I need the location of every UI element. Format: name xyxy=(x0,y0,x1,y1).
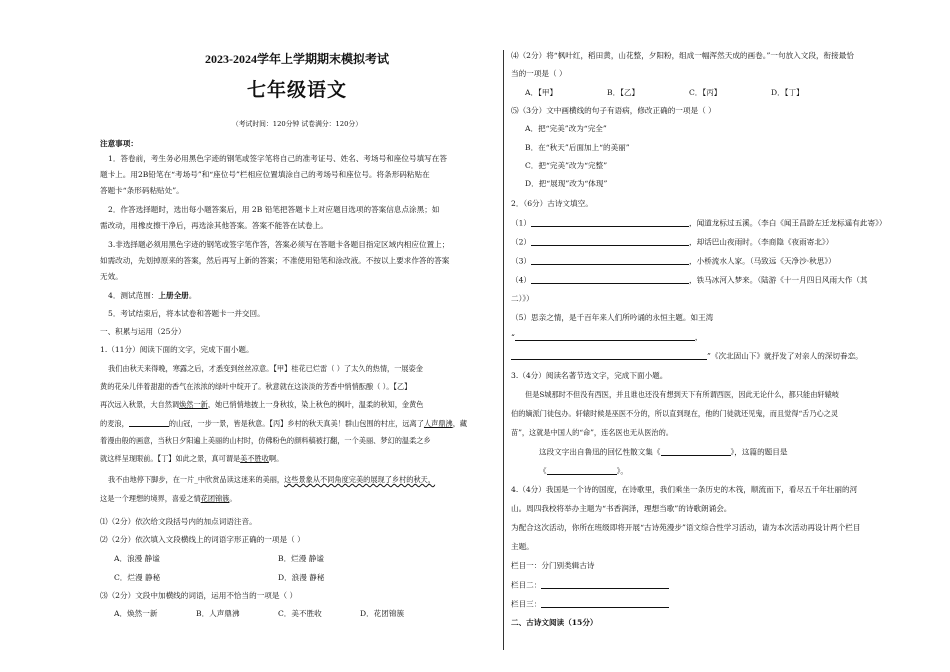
exam-title: 2023-2024学年上学期期末模拟考试 xyxy=(205,52,389,66)
q4-para-1: 4.（4分）我国是一个诗的国度，在诗歌里，我们乘坐一条历史的木筏，顺流而下，看尽五千年壮丽的河 xyxy=(511,485,858,494)
passage-7a: 我不由地停下脚步，在一片_中欣赏品读这迷来的美丽， xyxy=(108,475,285,484)
passage-underlined-2: 人声鼎沸 xyxy=(423,418,453,428)
poem-fill-2 xyxy=(511,238,905,246)
q4-para-4: 主题。 xyxy=(511,542,534,551)
poem-blank-3[interactable] xyxy=(531,257,689,265)
poem-fill-3-text: ，小桥流水人家。（马致远《天净沙·秋思》） xyxy=(689,256,836,266)
column-two xyxy=(511,581,905,589)
excerpt-line-1: 但是S城那时不但没有西医，并且谁也还没有想到天下有所谓西医，因此无论什么，都只能由轩辕岐 xyxy=(525,390,839,399)
column-divider xyxy=(503,50,504,650)
q5-option-c[interactable]: C．把“完美”改为“完整” xyxy=(525,161,608,170)
poem-fill-1-num: （1） xyxy=(511,218,532,228)
poem-fill-2-num: （2） xyxy=(511,237,532,247)
q4-option-c[interactable]: C．【丙】 xyxy=(689,88,722,97)
q4-option-a[interactable]: A．【甲】 xyxy=(525,88,558,97)
passage-line-7 xyxy=(100,476,502,483)
q4-para-2: 山。周四我校将举办主题为“书香润泽，理想当歌”的诗歌朗诵会。 xyxy=(511,504,732,513)
q5-option-d[interactable]: D．把“展现”改为“体现” xyxy=(525,179,608,188)
poem-fill-5-blank1 xyxy=(511,333,905,341)
q4-option-b[interactable]: B．【乙】 xyxy=(607,88,640,97)
excerpt-line-3: 苗”，这就是中国人的“命”，连名医也无从医治的。 xyxy=(511,428,673,437)
passage-6a: 就这样呈现眼前。【丁】如此之景，真可谓是 xyxy=(100,454,241,463)
passage-wavy-sentence: 这些景象从不同角度完美的展现了乡村的秋天， xyxy=(284,475,436,484)
passage-4a: 的麦浪， xyxy=(100,418,129,428)
poem-fill-4b: 二）》） xyxy=(511,294,534,303)
q4-stem-1: ⑷（2分）将“枫叶红，稻田黄，山花整，夕阳粉，组成一幅浑然天成的画卷。”一句放入文段，衔接最恰 xyxy=(511,51,854,60)
passage-line-2: 黄的花朵儿伴着甜甜的香气在浓浓的绿叶中绽开了。秋意就在这淡淡的芳香中悄悄酝酿（ ）。【乙】 xyxy=(100,382,412,391)
note-4-scope: 上册全册 xyxy=(158,291,189,300)
passage-underlined-3: 美不胜收 xyxy=(240,454,269,463)
q1-intro: 1.（11分）阅读下面的文字，完成下面小题。 xyxy=(100,345,254,354)
q2-heading: 2．（6分）古诗文填空。 xyxy=(511,199,593,208)
subq2-option-c[interactable]: C．烂漫 静秘 xyxy=(114,573,161,582)
poem-blank-5a[interactable] xyxy=(515,333,695,341)
note-1c: 答题卡“条形码粘贴处”。 xyxy=(100,186,184,195)
note-1a: 1．答卷前，考生务必用黑色字迹的钢笔或签字笔将自己的准考证号、姓名、考场号和座位号填写在答 xyxy=(108,154,447,163)
note-4-suffix: 。 xyxy=(188,291,197,300)
passage-6c: 啊。 xyxy=(268,454,284,463)
passage-underlined-1: 焕然一新 xyxy=(179,400,208,409)
q3-ask-1b: 》，这篇的题目是 xyxy=(730,447,788,457)
subject-title: 七年级语文 xyxy=(246,79,347,101)
column-three xyxy=(511,600,905,608)
passage-8a: 这是一个理想的境界，喜爱之情 xyxy=(100,494,201,503)
passage-8c: 。 xyxy=(229,494,237,503)
subq3-option-d[interactable]: D．花团锦簇 xyxy=(360,609,405,618)
subq3-option-b[interactable]: B．人声鼎沸 xyxy=(196,609,240,618)
poem-fill-5-blank2 xyxy=(511,352,905,360)
q3-ask-2b: 》。 xyxy=(616,466,628,476)
exam-info: （考试时间：120分钟 试卷满分：120分） xyxy=(231,120,363,128)
q5-stem: ⑸（3分）文中画横线的句子有语病，修改正确的一项是（ ） xyxy=(511,106,716,115)
poem-fill-4-num: （4） xyxy=(511,275,532,285)
subq2-option-b[interactable]: B．烂漫 静谧 xyxy=(278,554,324,563)
note-1b: 题卡上。用2B铅笔在“考场号”和“座位号”栏相应位置填涂自己的考场号和座位号。将条形码粘贴在 xyxy=(100,170,430,179)
column-two-blank[interactable] xyxy=(541,581,669,589)
poem-fill-2-text: ，却话巴山夜雨时。（李商隐《夜雨寄北》） xyxy=(689,237,834,247)
note-3a: 3.非选择题必须用黑色字迹的钢笔或签字笔作答，答案必须写在答题卡各题目指定区域内相应位置上； xyxy=(108,240,450,249)
note-4 xyxy=(100,292,502,300)
column-two-label: 栏目二： xyxy=(511,580,542,590)
q5-option-b[interactable]: B．在“秋天”后面加上“的美丽” xyxy=(525,143,630,152)
passage-3c: ，她已悄悄地披上一身秋妆，染上秋色的枫叶，温柔的秋知，金黄色 xyxy=(207,400,424,409)
subq2-option-a[interactable]: A．浪漫 静谧 xyxy=(114,554,160,563)
poem-blank-1[interactable] xyxy=(531,219,689,227)
poem-blank-2[interactable] xyxy=(531,238,689,246)
note-5: 5．考试结束后，将本试卷和答题卡一并交回。 xyxy=(108,309,265,318)
passage-3a: 再次远入秋景，大自然调 xyxy=(100,400,180,409)
poem-fill-3 xyxy=(511,257,905,265)
quote-open: “ xyxy=(511,332,515,342)
quote-comma: ， xyxy=(694,332,703,342)
q3-ask-2 xyxy=(511,467,933,475)
q3-ask-1a: 这段文字出自鲁迅的回忆性散文集《 xyxy=(539,447,661,457)
notes-heading: 注意事项： xyxy=(100,139,138,148)
subq3-option-c[interactable]: C．美不胜收 xyxy=(278,609,322,618)
passage-line-8 xyxy=(100,495,494,502)
q4-stem-2: 当的一项是（ ） xyxy=(511,69,567,78)
subq-1: ⑴（2分）依次给文段括号内的加点词语注音。 xyxy=(100,517,257,526)
poem-fill-4-text: ，铁马冰河入梦来。（陆游《十一月四日风雨大作（其 xyxy=(689,275,868,285)
passage-line-1: 我们由秋天来得晚，寒露之后，才悉变到丝丝凉意。【甲】桂花已烂雷（ ）了太久的热情，一展姿金 xyxy=(108,364,423,373)
passage-line-3 xyxy=(100,401,494,408)
passage-4b: 的山冠，一步一景，皆是秋意。【丙】乡村的秋天真美！群山包围的村庄，远离了 xyxy=(168,418,424,428)
subq-2: ⑵（2分）依次填入文段横线上的词语字形正确的一项是（ ） xyxy=(100,535,305,544)
poem-fill-1-text: ，闻道龙标过五溪。（李白《闻王昌龄左迁龙标遥有此寄》） xyxy=(689,218,887,228)
q5-option-a[interactable]: A．把“完美”改为“完全” xyxy=(525,124,607,133)
subq2-option-d[interactable]: D．浪漫 静秘 xyxy=(278,573,325,582)
poem-fill-4 xyxy=(511,276,905,284)
column-three-label: 栏目三： xyxy=(511,599,542,609)
q3-ask-1 xyxy=(511,448,933,456)
q3-blank-title[interactable] xyxy=(547,467,617,475)
q4-option-d[interactable]: D．【丁】 xyxy=(771,88,804,97)
column-three-blank[interactable] xyxy=(541,600,669,608)
note-2b: 需改动，用橡皮擦干净后，再选涂其他答案。答案不能答在试卷上。 xyxy=(100,221,328,230)
passage-4d: ，藏 xyxy=(452,418,468,428)
q3-blank-book[interactable] xyxy=(661,448,731,456)
section1-heading: 一、积累与运用（25分） xyxy=(100,327,186,336)
passage-line-6 xyxy=(100,455,494,462)
subq3-option-a[interactable]: A．焕然一新 xyxy=(114,609,158,618)
q4-para-3: 为配合这次活动，你所在班级即将开展“古诗苑漫步”语文综合性学习活动，请为本次活动再设计两个栏目 xyxy=(511,523,861,532)
note-4-prefix: 4．测试范围： xyxy=(108,291,159,300)
passage-blank xyxy=(129,419,169,427)
poem-fill-5: （5）思亲之情，是千百年来人们所吟诵的永恒主题。如王湾 xyxy=(511,313,714,322)
section2-heading: 二、古诗文阅读（15分） xyxy=(511,618,598,627)
passage-line-4 xyxy=(100,419,494,427)
passage-underlined-4: 花团锦簇 xyxy=(200,494,230,503)
note-2a: 2．作答选择题时，选出每小题答案后，用 2B 铅笔把答题卡上对应题目选项的答案信息点涂黑；如 xyxy=(108,205,440,214)
poem-blank-5b[interactable] xyxy=(511,352,707,360)
poem-fill-3-num: （3） xyxy=(511,256,532,266)
poem-fill-1 xyxy=(511,219,905,227)
poem-blank-4[interactable] xyxy=(531,276,689,284)
poem-fill-5-text: ”《次北固山下》就抒发了对亲人的深切眷恋。 xyxy=(707,351,863,361)
subq-3: ⑶（2分）文段中加横线的词语，运用不恰当的一项是（ ） xyxy=(100,591,298,600)
note-3c: 无效。 xyxy=(100,272,123,281)
q3-heading: 3.（4分）阅读名著节选文字，完成下面小题。 xyxy=(511,371,668,380)
note-3b: 如需改动，先划掉原来的答案，然后再写上新的答案；不准使用铅笔和涂改液。不按以上要求作答的答案 xyxy=(100,256,450,265)
column-one: 栏目一：分门别类辑古诗 xyxy=(511,561,595,570)
excerpt-line-2: 伯的嫡派门徒包办。轩辕时候是巫医不分的，所以直到现在，他的门徒就还见鬼，而且觉得“舌乃心之灵 xyxy=(511,409,839,418)
q3-ask-2a: 《 xyxy=(539,466,547,476)
passage-line-5: 着漫由般的画意，当秋日夕阳遍上美丽的山村时，仿佛粉色的颜料稿被打翻，一个美丽、梦幻的温柔之乡 xyxy=(100,436,431,445)
